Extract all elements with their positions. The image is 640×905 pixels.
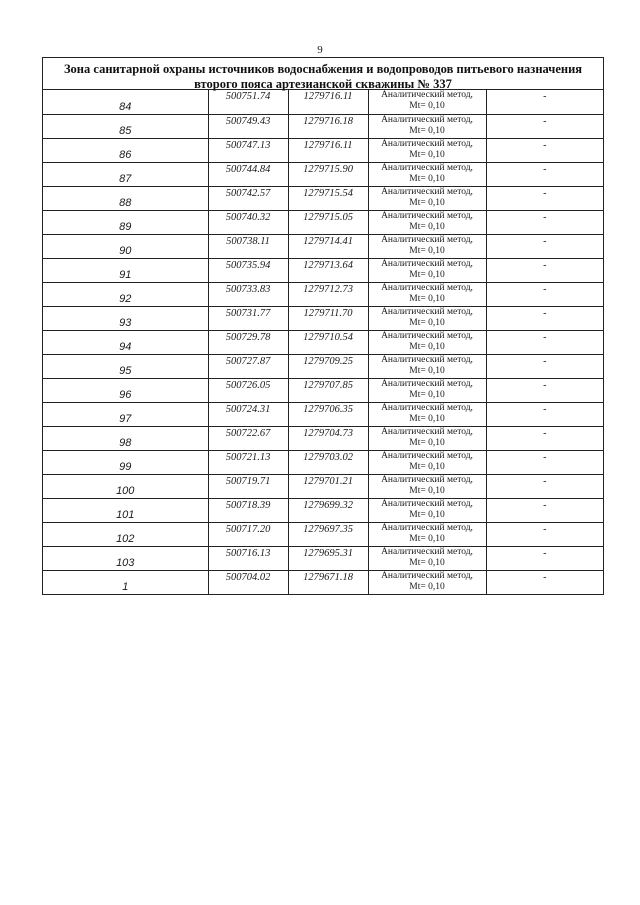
method-cell <box>368 546 486 570</box>
method-name: Аналитический метод, <box>381 354 473 365</box>
method-name: Аналитический метод, <box>381 138 473 149</box>
method-cell <box>368 138 486 162</box>
note-cell: - <box>486 546 603 570</box>
method-cell <box>368 186 486 210</box>
note-cell: - <box>486 330 603 354</box>
note-cell: - <box>486 426 603 450</box>
coordinate-y: 1279715.90 <box>288 162 368 186</box>
method-cell <box>368 330 486 354</box>
method-name: Аналитический метод, <box>381 90 473 100</box>
table-row <box>43 114 603 138</box>
method-cell <box>368 234 486 258</box>
table-row <box>43 162 603 186</box>
point-number: 103 <box>43 546 208 570</box>
table-row <box>43 450 603 474</box>
method-name: Аналитический метод, <box>381 498 473 509</box>
table-row <box>43 354 603 378</box>
method-name: Аналитический метод, <box>381 450 473 461</box>
coordinates-sheet <box>42 57 604 595</box>
coordinate-x: 500727.87 <box>208 354 288 378</box>
method-name: Аналитический метод, <box>381 258 473 269</box>
coordinate-y: 1279704.73 <box>288 426 368 450</box>
coordinate-x: 500716.13 <box>208 546 288 570</box>
table-row <box>43 426 603 450</box>
coordinate-y: 1279709.25 <box>288 354 368 378</box>
method-accuracy: Mt= 0,10 <box>409 149 445 160</box>
method-accuracy: Mt= 0,10 <box>409 293 445 304</box>
point-number: 90 <box>43 234 208 258</box>
method-accuracy: Mt= 0,10 <box>409 413 445 424</box>
coordinate-y: 1279714.41 <box>288 234 368 258</box>
coordinates-table-body <box>43 90 603 594</box>
note-cell: - <box>486 210 603 234</box>
method-cell <box>368 210 486 234</box>
note-cell: - <box>486 138 603 162</box>
coordinate-x: 500733.83 <box>208 282 288 306</box>
coordinate-y: 1279697.35 <box>288 522 368 546</box>
method-accuracy: Mt= 0,10 <box>409 533 445 544</box>
coordinate-y: 1279699.32 <box>288 498 368 522</box>
note-cell: - <box>486 402 603 426</box>
coordinate-x: 500721.13 <box>208 450 288 474</box>
point-number: 97 <box>43 402 208 426</box>
method-accuracy: Mt= 0,10 <box>409 101 445 111</box>
coordinate-x: 500719.71 <box>208 474 288 498</box>
method-accuracy: Mt= 0,10 <box>409 317 445 328</box>
method-name: Аналитический метод, <box>381 186 473 197</box>
table-row <box>43 522 603 546</box>
table-title-line-1: Зона санитарной охраны источников водоснабжения и водопроводов питьевого назначения <box>63 62 583 76</box>
coordinate-y: 1279711.70 <box>288 306 368 330</box>
coordinate-x: 500751.74 <box>208 90 288 114</box>
method-cell <box>368 570 486 594</box>
point-number: 85 <box>43 114 208 138</box>
method-cell <box>368 402 486 426</box>
method-accuracy: Mt= 0,10 <box>409 341 445 352</box>
point-number: 1 <box>43 570 208 594</box>
method-accuracy: Mt= 0,10 <box>409 581 445 592</box>
method-cell <box>368 90 486 114</box>
point-number: 99 <box>43 450 208 474</box>
point-number: 86 <box>43 138 208 162</box>
method-cell <box>368 498 486 522</box>
point-number: 87 <box>43 162 208 186</box>
coordinate-y: 1279703.02 <box>288 450 368 474</box>
note-cell: - <box>486 498 603 522</box>
point-number: 93 <box>43 306 208 330</box>
method-cell <box>368 450 486 474</box>
point-number: 89 <box>43 210 208 234</box>
method-accuracy: Mt= 0,10 <box>409 365 445 376</box>
method-accuracy: Mt= 0,10 <box>409 437 445 448</box>
table-row <box>43 402 603 426</box>
coordinate-y: 1279710.54 <box>288 330 368 354</box>
table-title-line-2: второго пояса артезианской скважины № 337 <box>194 77 452 91</box>
method-accuracy: Mt= 0,10 <box>409 269 445 280</box>
method-accuracy: Mt= 0,10 <box>409 197 445 208</box>
coordinate-y: 1279715.05 <box>288 210 368 234</box>
method-cell <box>368 258 486 282</box>
method-accuracy: Mt= 0,10 <box>409 173 445 184</box>
coordinate-y: 1279712.73 <box>288 282 368 306</box>
coordinate-y: 1279707.85 <box>288 378 368 402</box>
point-number: 92 <box>43 282 208 306</box>
method-name: Аналитический метод, <box>381 546 473 557</box>
note-cell: - <box>486 378 603 402</box>
coordinate-x: 500744.84 <box>208 162 288 186</box>
note-cell: - <box>486 282 603 306</box>
table-row <box>43 234 603 258</box>
table-row <box>43 306 603 330</box>
coordinate-x: 500722.67 <box>208 426 288 450</box>
method-accuracy: Mt= 0,10 <box>409 461 445 472</box>
method-accuracy: Mt= 0,10 <box>409 389 445 400</box>
coordinate-x: 500738.11 <box>208 234 288 258</box>
note-cell: - <box>486 258 603 282</box>
table-row <box>43 186 603 210</box>
table-title <box>43 58 603 90</box>
table-row <box>43 546 603 570</box>
coordinates-table <box>43 90 603 594</box>
method-cell <box>368 306 486 330</box>
method-name: Аналитический метод, <box>381 570 473 581</box>
note-cell: - <box>486 354 603 378</box>
method-cell <box>368 522 486 546</box>
point-number: 101 <box>43 498 208 522</box>
point-number: 102 <box>43 522 208 546</box>
method-name: Аналитический метод, <box>381 114 473 125</box>
coordinate-x: 500718.39 <box>208 498 288 522</box>
coordinate-x: 500717.20 <box>208 522 288 546</box>
point-number: 94 <box>43 330 208 354</box>
table-row <box>43 90 603 114</box>
note-cell: - <box>486 90 603 114</box>
method-name: Аналитический метод, <box>381 378 473 389</box>
point-number: 91 <box>43 258 208 282</box>
method-name: Аналитический метод, <box>381 330 473 341</box>
method-name: Аналитический метод, <box>381 402 473 413</box>
coordinate-x: 500729.78 <box>208 330 288 354</box>
note-cell: - <box>486 234 603 258</box>
coordinate-y: 1279716.18 <box>288 114 368 138</box>
method-cell <box>368 354 486 378</box>
point-number: 95 <box>43 354 208 378</box>
point-number: 96 <box>43 378 208 402</box>
point-number: 88 <box>43 186 208 210</box>
coordinate-x: 500704.02 <box>208 570 288 594</box>
point-number: 84 <box>43 90 208 114</box>
method-cell <box>368 162 486 186</box>
note-cell: - <box>486 306 603 330</box>
note-cell: - <box>486 162 603 186</box>
point-number: 98 <box>43 426 208 450</box>
method-name: Аналитический метод, <box>381 234 473 245</box>
method-accuracy: Mt= 0,10 <box>409 509 445 520</box>
coordinate-x: 500747.13 <box>208 138 288 162</box>
coordinate-y: 1279716.11 <box>288 90 368 114</box>
coordinate-y: 1279695.31 <box>288 546 368 570</box>
page-number: 9 <box>317 44 323 56</box>
coordinate-x: 500742.57 <box>208 186 288 210</box>
point-number: 100 <box>43 474 208 498</box>
method-cell <box>368 474 486 498</box>
method-name: Аналитический метод, <box>381 210 473 221</box>
method-name: Аналитический метод, <box>381 162 473 173</box>
coordinate-y: 1279671.18 <box>288 570 368 594</box>
method-accuracy: Mt= 0,10 <box>409 557 445 568</box>
method-name: Аналитический метод, <box>381 522 473 533</box>
note-cell: - <box>486 570 603 594</box>
method-name: Аналитический метод, <box>381 306 473 317</box>
note-cell: - <box>486 114 603 138</box>
method-accuracy: Mt= 0,10 <box>409 485 445 496</box>
note-cell: - <box>486 474 603 498</box>
method-name: Аналитический метод, <box>381 474 473 485</box>
table-row <box>43 138 603 162</box>
coordinate-x: 500749.43 <box>208 114 288 138</box>
method-accuracy: Mt= 0,10 <box>409 221 445 232</box>
table-row <box>43 282 603 306</box>
table-row <box>43 378 603 402</box>
method-accuracy: Mt= 0,10 <box>409 245 445 256</box>
table-row <box>43 474 603 498</box>
note-cell: - <box>486 186 603 210</box>
coordinate-y: 1279706.35 <box>288 402 368 426</box>
coordinate-y: 1279701.21 <box>288 474 368 498</box>
table-row <box>43 330 603 354</box>
coordinate-x: 500731.77 <box>208 306 288 330</box>
method-cell <box>368 378 486 402</box>
coordinate-x: 500740.32 <box>208 210 288 234</box>
method-name: Аналитический метод, <box>381 426 473 437</box>
note-cell: - <box>486 450 603 474</box>
coordinate-y: 1279715.54 <box>288 186 368 210</box>
method-cell <box>368 282 486 306</box>
method-name: Аналитический метод, <box>381 282 473 293</box>
table-row <box>43 258 603 282</box>
note-cell: - <box>486 522 603 546</box>
method-accuracy: Mt= 0,10 <box>409 125 445 136</box>
coordinate-x: 500726.05 <box>208 378 288 402</box>
coordinate-y: 1279716.11 <box>288 138 368 162</box>
method-cell <box>368 114 486 138</box>
method-cell <box>368 426 486 450</box>
table-row <box>43 210 603 234</box>
table-row <box>43 570 603 594</box>
coordinate-y: 1279713.64 <box>288 258 368 282</box>
coordinate-x: 500724.31 <box>208 402 288 426</box>
table-row <box>43 498 603 522</box>
coordinate-x: 500735.94 <box>208 258 288 282</box>
